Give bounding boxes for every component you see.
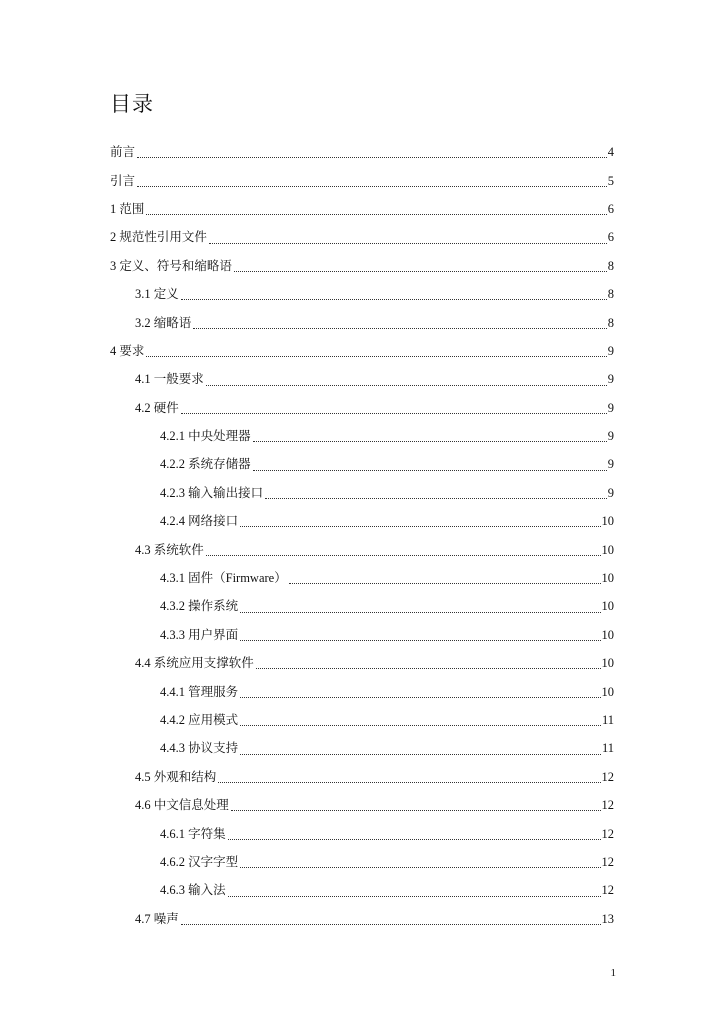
toc-entry[interactable] [160, 422, 614, 450]
toc-entry-page: 12 [601, 769, 614, 784]
dot-leader [228, 838, 601, 840]
dot-leader [206, 554, 601, 556]
toc-entry-label: 2 规范性引用文件 [110, 230, 207, 245]
toc-entry-page: 9 [607, 457, 614, 472]
toc-entry[interactable] [135, 365, 614, 393]
toc-entry-label: 4.6.2 汉字字型 [160, 854, 239, 869]
dot-leader [256, 667, 601, 669]
toc-entry-page: 12 [601, 826, 614, 841]
toc-entry-label: 4.3.3 用户界面 [160, 627, 239, 642]
toc-list [0, 138, 724, 933]
dot-leader [181, 412, 607, 414]
toc-entry-label: 4.3.1 固件（Firmware） [160, 571, 287, 586]
toc-entry-label: 4.6 中文信息处理 [135, 798, 229, 813]
toc-entry-label: 4.4.1 管理服务 [160, 684, 239, 699]
toc-entry-label: 前言 [110, 145, 136, 160]
toc-entry-page: 12 [601, 854, 614, 869]
dot-leader [146, 213, 606, 215]
dot-leader [181, 298, 607, 300]
toc-entry-page: 12 [601, 883, 614, 898]
toc-entry-page: 10 [601, 514, 614, 529]
toc-entry-label: 引言 [110, 173, 136, 188]
footer-page-number: 1 [610, 967, 616, 979]
toc-entry-page: 9 [607, 343, 614, 358]
toc-entry[interactable] [135, 535, 614, 563]
toc-entry-page: 10 [601, 684, 614, 699]
toc-entry-label: 4.4.3 协议支持 [160, 741, 239, 756]
toc-entry-page: 8 [607, 315, 614, 330]
dot-leader [209, 242, 607, 244]
dot-leader [234, 270, 607, 272]
toc-entry[interactable] [110, 166, 614, 194]
toc-entry-label: 4 要求 [110, 343, 145, 358]
toc-entry[interactable] [160, 507, 614, 535]
toc-entry-page: 10 [601, 656, 614, 671]
dot-leader [253, 469, 607, 471]
toc-entry-page: 9 [607, 429, 614, 444]
dot-leader [137, 156, 607, 158]
toc-entry-page: 12 [601, 798, 614, 813]
dot-leader [240, 611, 600, 613]
toc-entry[interactable] [160, 450, 614, 478]
toc-entry[interactable] [160, 819, 614, 847]
toc-entry[interactable] [135, 280, 614, 308]
toc-entry[interactable] [135, 394, 614, 422]
toc-entry-label: 4.7 噪声 [135, 911, 179, 926]
toc-entry-page: 10 [601, 627, 614, 642]
toc-entry-page: 10 [601, 599, 614, 614]
toc-entry-label: 4.1 一般要求 [135, 372, 204, 387]
dot-leader [228, 895, 601, 897]
toc-entry-label: 4.4 系统应用支撑软件 [135, 656, 254, 671]
toc-entry[interactable] [160, 479, 614, 507]
toc-entry-label: 4.6.1 字符集 [160, 826, 226, 841]
toc-entry[interactable] [160, 564, 614, 592]
toc-entry-label: 4.2.1 中央处理器 [160, 429, 251, 444]
toc-entry[interactable] [135, 763, 614, 791]
dot-leader [206, 384, 607, 386]
toc-entry[interactable] [160, 677, 614, 705]
dot-leader [289, 582, 601, 584]
toc-entry[interactable] [135, 308, 614, 336]
dot-leader [137, 185, 607, 187]
toc-entry-label: 4.2.2 系统存储器 [160, 457, 251, 472]
toc-entry-label: 4.3.2 操作系统 [160, 599, 239, 614]
toc-entry[interactable] [135, 905, 614, 933]
toc-entry-label: 4.6.3 输入法 [160, 883, 226, 898]
toc-entry-page: 6 [607, 230, 614, 245]
toc-entry-label: 3.2 缩略语 [135, 315, 192, 330]
toc-entry-page: 8 [607, 258, 614, 273]
dot-leader [181, 923, 601, 925]
dot-leader [240, 866, 600, 868]
dot-leader [265, 497, 607, 499]
toc-entry-page: 10 [601, 542, 614, 557]
toc-entry-label: 4.2.4 网络接口 [160, 514, 239, 529]
toc-entry[interactable] [110, 252, 614, 280]
toc-entry[interactable] [110, 195, 614, 223]
toc-entry-label: 3 定义、符号和缩略语 [110, 258, 232, 273]
toc-entry-page: 9 [607, 485, 614, 500]
dot-leader [240, 753, 601, 755]
toc-entry-label: 4.5 外观和结构 [135, 769, 217, 784]
toc-entry[interactable] [160, 734, 614, 762]
toc-entry-page: 13 [601, 911, 614, 926]
toc-entry[interactable] [135, 791, 614, 819]
toc-entry-page: 9 [607, 372, 614, 387]
dot-leader [193, 327, 606, 329]
toc-entry-page: 5 [607, 173, 614, 188]
dot-leader [240, 696, 600, 698]
dot-leader [253, 440, 607, 442]
toc-entry[interactable] [110, 138, 614, 166]
toc-entry[interactable] [110, 223, 614, 251]
toc-entry[interactable] [160, 876, 614, 904]
toc-entry-label: 3.1 定义 [135, 287, 179, 302]
toc-entry[interactable] [160, 621, 614, 649]
dot-leader [231, 809, 601, 811]
toc-title: 目录 [110, 92, 154, 116]
dot-leader [240, 724, 601, 726]
toc-entry-page: 8 [607, 287, 614, 302]
toc-entry-page: 11 [601, 713, 614, 727]
toc-entry-label: 4.2.3 输入输出接口 [160, 485, 264, 500]
dot-leader [240, 639, 600, 641]
dot-leader [218, 781, 600, 783]
toc-entry-page: 11 [601, 741, 614, 756]
toc-entry[interactable] [135, 649, 614, 677]
toc-entry-page: 6 [607, 201, 614, 216]
dot-leader [240, 525, 600, 527]
toc-entry-page: 4 [607, 145, 614, 160]
toc-entry-page: 9 [607, 400, 614, 415]
dot-leader [146, 355, 606, 357]
toc-entry[interactable] [160, 592, 614, 620]
toc-entry[interactable] [110, 337, 614, 365]
toc-entry-label: 4.4.2 应用模式 [160, 713, 239, 727]
toc-entry-label: 4.2 硬件 [135, 400, 179, 415]
toc-entry[interactable] [160, 848, 614, 876]
toc-entry-page: 10 [601, 571, 614, 586]
toc-entry[interactable] [160, 706, 614, 734]
toc-entry-label: 4.3 系统软件 [135, 542, 204, 557]
toc-entry-label: 1 范围 [110, 201, 145, 216]
